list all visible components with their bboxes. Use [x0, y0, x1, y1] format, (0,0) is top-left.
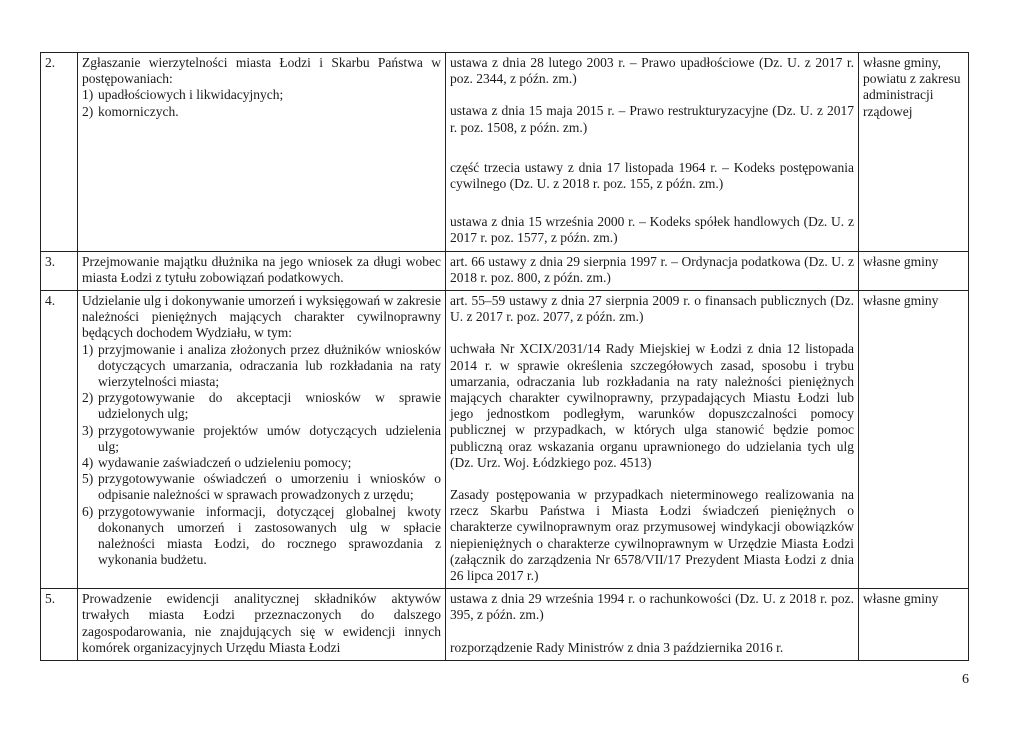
legal-act: art. 55–59 ustawy z dnia 27 sierpnia 2009 r. o finansach publicznych (Dz. U. z 2017 r. poz. 2077, z późn. zm.) — [450, 293, 854, 325]
legal-act: ustawa z dnia 15 maja 2015 r. – Prawo restrukturyzacyjne (Dz. U. z 2017 r. poz. 1508, z późn. zm.) — [450, 103, 854, 135]
row-number: 2. — [41, 53, 78, 252]
list-item: 2) przygotowywanie do akceptacji wniosków w sprawie udzielonych ulg; — [82, 390, 441, 422]
competence-type: własne gminy, powiatu z zakresu administracji rządowej — [859, 53, 969, 252]
task-description: Prowadzenie ewidencji analitycznej składników aktywów trwałych miasta Łodzi przeznaczonych do dalszego zagospodarowania, nie znajdujących się w ewidencji innych komórek organizacyjnych Urzędu Miasta Łodzi — [78, 589, 446, 661]
task-intro: Zgłaszanie wierzytelności miasta Łodzi i Skarbu Państwa w postępowaniach: — [82, 55, 441, 87]
row-number: 5. — [41, 589, 78, 661]
legal-act: ustawa z dnia 28 lutego 2003 r. – Prawo upadłościowe (Dz. U. z 2017 r. poz. 2344, z późn. zm.) — [450, 55, 854, 87]
page-number: 6 — [962, 672, 969, 687]
legal-basis — [446, 53, 859, 252]
competence-type: własne gminy — [859, 589, 969, 661]
legal-act: Zasady postępowania w przypadkach nieterminowego realizowania na rzecz Skarbu Państwa i Miasta Łodzi świadczeń pieniężnych o charakterze cywilnoprawnym oraz przymusowej windykacji obowiązków niepieniężnych o charakterze cywilnoprawnym w Urzędzie Miasta Łodzi (załącznik do zarządzenia Nr 6578/VII/17 Prezydent Miasta Łodzi z dnia 26 lipca 2017 r.) — [450, 487, 854, 584]
list-item: 2) komorniczych. — [82, 103, 179, 119]
task-description — [78, 53, 446, 252]
legal-act: ustawa z dnia 29 września 1994 r. o rachunkowości (Dz. U. z 2018 r. poz. 395, z późn. zm.) — [450, 591, 854, 623]
list-item: 5) przygotowywanie oświadczeń o umorzeniu i wniosków o odpisanie należności w sprawach prowadzonych z urzędu; — [82, 471, 441, 503]
legal-act: ustawa z dnia 15 września 2000 r. – Kodeks spółek handlowych (Dz. U. z 2017 r. poz. 1577, z późn. zm.) — [450, 214, 854, 246]
legal-act: uchwała Nr XCIX/2031/14 Rady Miejskiej w Łodzi z dnia 12 listopada 2014 r. w sprawie określenia szczegółowych zasad, sposobu i trybu umarzania, odraczania lub rozkładania na raty należności pieniężnych mających charakter cywilnoprawny, przypadających Miastu Łodzi lub jego jednostkom podległym, warunków dopuszczalności pomocy publicznej w przypadkach, w których ulga stanowić będzie pomoc publiczną oraz wskazania organu uprawnionego do udzielania tych ulg (Dz. Urz. Woj. Łódzkiego poz. 4513) — [450, 341, 854, 470]
list-item: 6) przygotowywanie informacji, dotyczącej globalnej kwoty dokonanych umorzeń i zastosowanych ulg w spłacie należności miasta Łodzi, do rocznego sprawozdania z wykonania budżetu. — [82, 503, 441, 568]
legal-basis — [446, 589, 859, 661]
list-item: 1) upadłościowych i likwidacyjnych; — [82, 87, 284, 103]
competence-type: własne gminy — [859, 251, 969, 290]
list-item: 1) przyjmowanie i analiza złożonych przez dłużników wniosków dotyczących umarzania, odraczania lub rozkładania na raty wierzytelności miasta; — [82, 341, 441, 390]
table-row — [41, 291, 969, 589]
legal-act: rozporządzenie Rady Ministrów z dnia 3 października 2016 r. — [450, 639, 784, 655]
task-description — [78, 291, 446, 589]
legal-basis — [446, 291, 859, 589]
list-item: 4) wydawanie zaświadczeń o udzieleniu pomocy; — [82, 455, 352, 471]
table-row — [41, 589, 969, 661]
row-number: 3. — [41, 251, 78, 290]
legal-basis — [446, 251, 859, 290]
task-description: Przejmowanie majątku dłużnika na jego wniosek za długi wobec miasta Łodzi z tytułu zobowiązań podatkowych. — [78, 251, 446, 290]
row-number: 4. — [41, 291, 78, 589]
task-intro: Udzielanie ulg i dokonywanie umorzeń i wyksięgowań w zakresie należności pieniężnych mających charakter cywilnoprawny będących dochodem Wydziału, w tym: — [82, 293, 441, 341]
regulation-table — [40, 52, 969, 661]
list-item: 3) przygotowywanie projektów umów dotyczących udzielenia ulg; — [82, 422, 441, 454]
competence-type: własne gminy — [859, 291, 969, 589]
table-row — [41, 53, 969, 252]
legal-act: część trzecia ustawy z dnia 17 listopada 1964 r. – Kodeks postępowania cywilnego (Dz. U. z 2018 r. poz. 155, z późn. zm.) — [450, 159, 854, 192]
legal-act: art. 66 ustawy z dnia 29 sierpnia 1997 r. – Ordynacja podatkowa (Dz. U. z 2018 r. poz. 800, z późn. zm.) — [450, 253, 854, 285]
table-row — [41, 251, 969, 290]
